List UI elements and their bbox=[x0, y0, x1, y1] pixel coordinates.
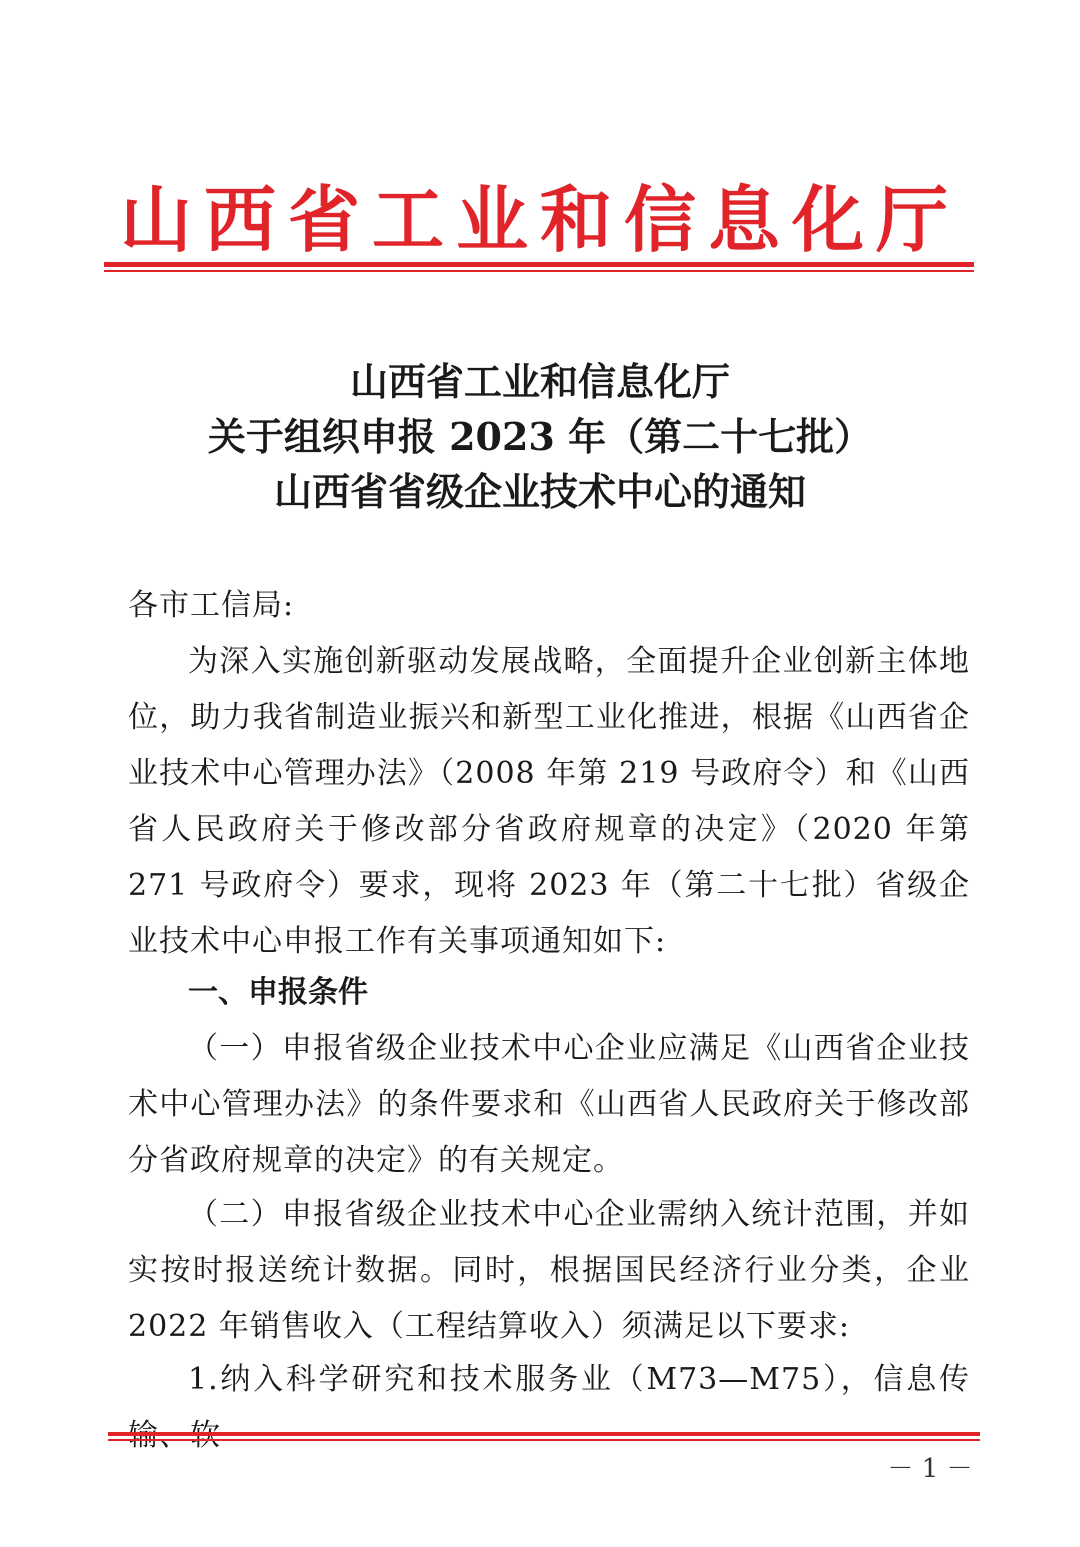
header-red-line-thick bbox=[104, 262, 974, 267]
condition-subitem-1: 1.纳入科学研究和技术服务业（M73—M75），信息传 bbox=[188, 1362, 970, 1397]
red-header-title: 山西省工业和信息化厅 bbox=[119, 177, 960, 262]
condition-item-1: （一）申报省级企业技术中心企业应满足《山西省企业技术中心管理办法》的条件要求和《山西省人民政府关于修改部分省政府规章的决定》的有关规定。 bbox=[128, 1031, 970, 1178]
section-1-heading: 一、申报条件 bbox=[188, 975, 368, 1010]
footer-red-line-thin bbox=[108, 1439, 980, 1441]
salutation: 各市工信局: bbox=[128, 588, 295, 623]
footer-red-line-thick bbox=[108, 1432, 980, 1436]
condition-item-2: （二）申报省级企业技术中心企业需纳入统计范围，并如实按时报送统计数据。同时，根据国民经济行业分类，企业 2022 年销售收入（工程结算收入）须满足以下要求: bbox=[128, 1197, 970, 1344]
header-red-line-thin bbox=[104, 270, 974, 272]
title-line-1: 山西省工业和信息化厅 bbox=[349, 359, 730, 404]
page-number: － 1 － bbox=[887, 1454, 973, 1484]
intro-paragraph: 为深入实施创新驱动发展战略，全面提升企业创新主体地位，助力我省制造业振兴和新型工业化推进，根据《山西省企业技术中心管理办法》（2008 年第 219 号政府令）和《山西省人民政府关于修改部分省政府规章的决定》（2020 年第 271 号政府令）要求，现将 2023 年（第二十七批）省级企业技术中心申报工作有关事项通知如下: bbox=[128, 644, 970, 959]
title-line-2: 关于组织申报 2023 年（第二十七批） bbox=[207, 414, 873, 459]
title-line-3: 山西省省级企业技术中心的通知 bbox=[273, 469, 806, 514]
